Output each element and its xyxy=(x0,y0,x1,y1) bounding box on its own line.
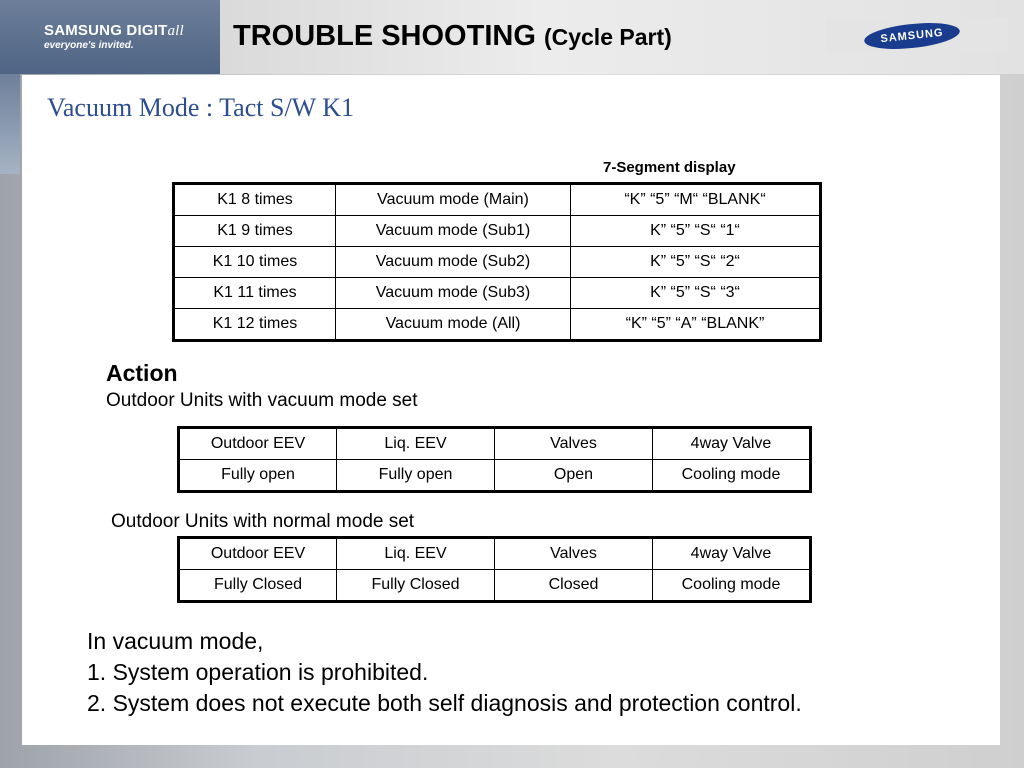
table-cell: Fully Closed xyxy=(337,570,495,602)
table-cell: “K” “5” “A” “BLANK” xyxy=(571,309,821,341)
table-cell: Closed xyxy=(495,570,653,602)
table-cell: Fully Closed xyxy=(179,570,337,602)
vacuum-valve-table xyxy=(177,426,812,493)
samsung-digitall-logo xyxy=(0,0,220,74)
table-header-cell: Liq. EEV xyxy=(337,538,495,570)
table-cell: Vacuum mode (Sub3) xyxy=(336,278,571,309)
table-row xyxy=(174,184,821,216)
table-header-cell: Valves xyxy=(495,538,653,570)
table-cell: K1 10 times xyxy=(174,247,336,278)
table-cell: Vacuum mode (Sub2) xyxy=(336,247,571,278)
samsung-logo-oval: SAMSUNG xyxy=(863,19,961,53)
table-header-cell: Outdoor EEV xyxy=(179,428,337,460)
note-line: 2. System does not execute both self diagnosis and protection control. xyxy=(87,690,802,716)
table-header-row xyxy=(179,428,811,460)
table-header-cell: 4way Valve xyxy=(653,538,811,570)
vacuum-mode-table xyxy=(172,182,822,342)
table-cell: Vacuum mode (Main) xyxy=(336,184,571,216)
table-row xyxy=(174,247,821,278)
logo-line2: everyone's invited. xyxy=(44,40,134,51)
note-line: In vacuum mode, xyxy=(87,628,264,654)
table-row xyxy=(174,309,821,341)
table-row xyxy=(174,216,821,247)
table-cell: “K” “5” “M“ “BLANK“ xyxy=(571,184,821,216)
table-cell: K” “5” “S“ “2“ xyxy=(571,247,821,278)
notes-block xyxy=(87,626,802,719)
note-line: 1. System operation is prohibited. xyxy=(87,659,429,685)
table-cell: Vacuum mode (Sub1) xyxy=(336,216,571,247)
table-cell: Fully open xyxy=(179,460,337,492)
vacuum-subtitle: Outdoor Units with vacuum mode set xyxy=(106,390,418,411)
normal-valve-table xyxy=(177,536,812,603)
action-title: Action xyxy=(106,360,178,386)
table-header-cell: Liq. EEV xyxy=(337,428,495,460)
table-cell: K” “5” “S“ “3“ xyxy=(571,278,821,309)
logo-line1: SAMSUNG DIGITall xyxy=(44,22,184,39)
table-cell: Vacuum mode (All) xyxy=(336,309,571,341)
table-header-cell: Valves xyxy=(495,428,653,460)
samsung-logo xyxy=(826,18,1008,52)
table-cell: K1 9 times xyxy=(174,216,336,247)
table-header-cell: Outdoor EEV xyxy=(179,538,337,570)
normal-subtitle: Outdoor Units with normal mode set xyxy=(111,511,415,532)
section-heading: Vacuum Mode : Tact S/W K1 xyxy=(47,93,355,122)
segment-display-caption: 7-Segment display xyxy=(603,159,736,176)
table-cell: Open xyxy=(495,460,653,492)
page-title: TROUBLE SHOOTING (Cycle Part) xyxy=(233,20,672,52)
table-cell: K” “5” “S“ “1“ xyxy=(571,216,821,247)
table-cell: Cooling mode xyxy=(653,460,811,492)
table-row xyxy=(179,460,811,492)
table-cell: Fully open xyxy=(337,460,495,492)
table-header-row xyxy=(179,538,811,570)
page-subtitle: (Cycle Part) xyxy=(543,24,672,50)
table-cell: K1 11 times xyxy=(174,278,336,309)
table-row xyxy=(174,278,821,309)
table-cell: Cooling mode xyxy=(653,570,811,602)
table-row xyxy=(179,570,811,602)
table-cell: K1 8 times xyxy=(174,184,336,216)
table-header-cell: 4way Valve xyxy=(653,428,811,460)
side-strip xyxy=(0,74,20,174)
table-cell: K1 12 times xyxy=(174,309,336,341)
